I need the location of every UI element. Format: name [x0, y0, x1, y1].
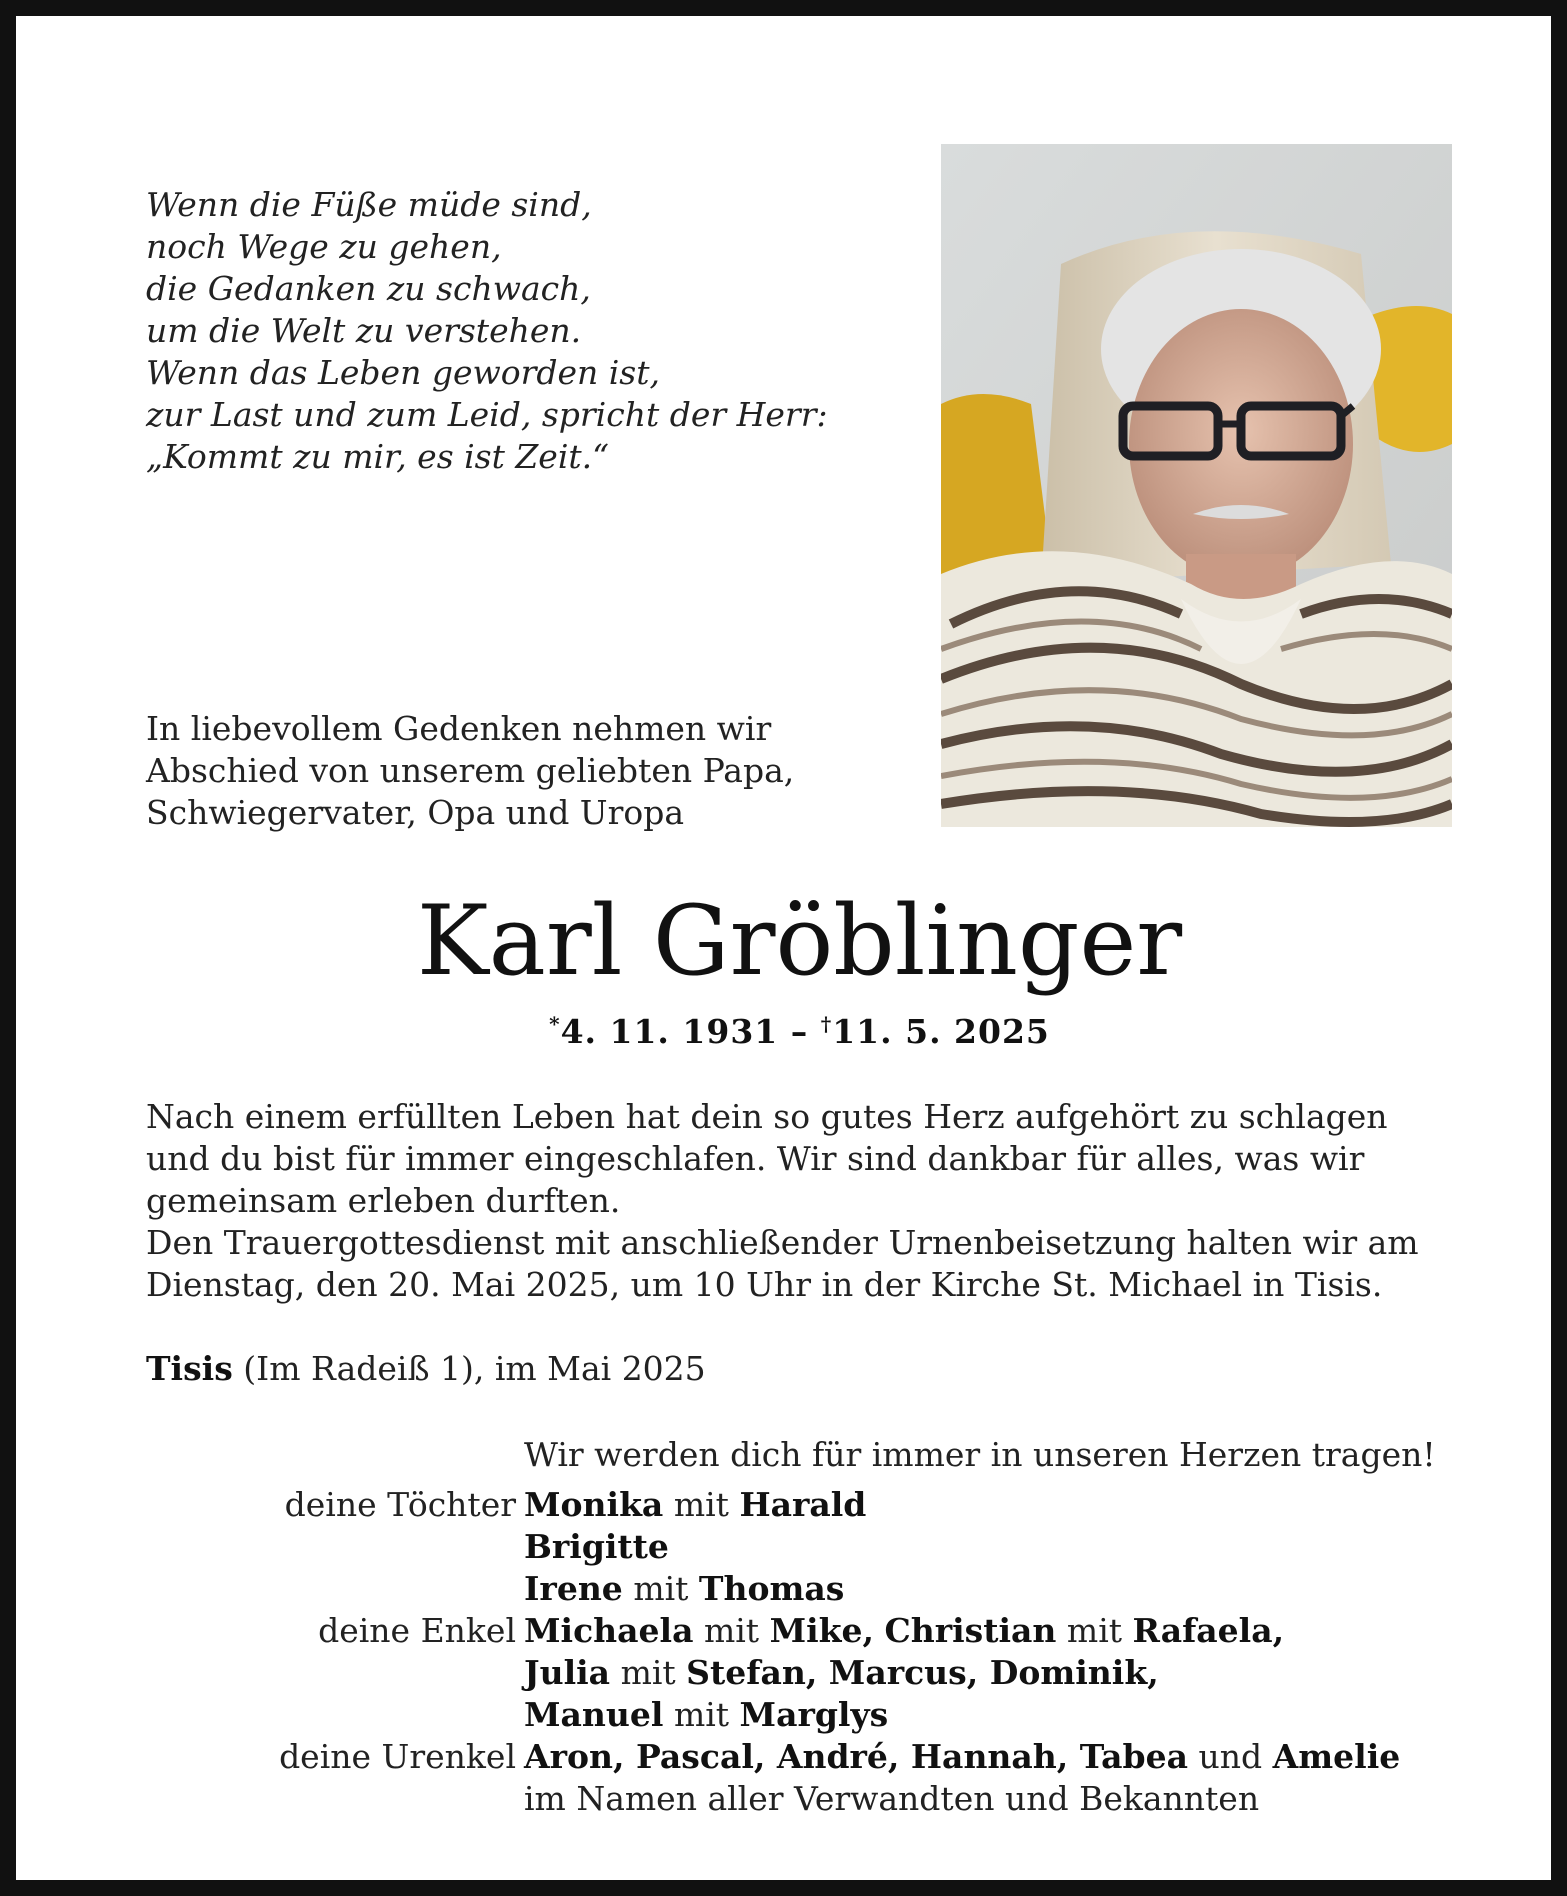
place-town: Tisis: [146, 1349, 233, 1388]
family-name: Thomas: [698, 1569, 845, 1608]
date-separator: –: [778, 1012, 821, 1051]
family-row: [146, 1610, 1456, 1652]
and-word: und: [1198, 1737, 1263, 1776]
family-footer: im Namen aller Verwandten und Bekannten: [524, 1779, 1260, 1818]
family-name: Harald: [739, 1485, 867, 1524]
with-word: mit: [703, 1611, 760, 1650]
with-word: mit: [620, 1653, 676, 1692]
family-row: [146, 1652, 1456, 1694]
poem-line: zur Last und zum Leid, spricht der Herr:: [146, 395, 828, 434]
family-name: Monika: [524, 1485, 664, 1524]
body-line: Den Trauergottesdienst mit anschließender Urnenbeisetzung halten wir am: [146, 1223, 1419, 1262]
family-name: Amelie: [1272, 1737, 1401, 1776]
life-dates: [16, 1012, 1567, 1051]
body-line: Nach einem erfüllten Leben hat dein so gutes Herz aufgehört zu schlagen: [146, 1097, 1388, 1136]
intro-line: Abschied von unserem geliebten Papa,: [146, 751, 795, 790]
poem-line: noch Wege zu gehen,: [146, 227, 502, 266]
family-name: Rafaela,: [1132, 1611, 1285, 1650]
family-row: [146, 1694, 1456, 1736]
family-name: Stefan, Marcus, Dominik,: [686, 1653, 1159, 1692]
with-word: mit: [1066, 1611, 1123, 1650]
closing-line: Wir werden dich für immer in unseren Herzen tragen!: [524, 1435, 1436, 1474]
daughters-label: deine Töchter: [284, 1485, 516, 1524]
body-line: und du bist für immer eingeschlafen. Wir sind dankbar für alles, was wir: [146, 1139, 1365, 1178]
poem-line: Wenn das Leben geworden ist,: [146, 353, 660, 392]
grandchildren-label: deine Enkel: [318, 1611, 516, 1650]
body-text: [146, 1096, 1456, 1306]
place-date: [146, 1348, 706, 1390]
body-line: Dienstag, den 20. Mai 2025, um 10 Uhr in der Kirche St. Michael in Tisis.: [146, 1265, 1383, 1304]
poem-line: „Kommt zu mir, es ist Zeit.“: [146, 437, 609, 476]
family-name: Irene: [524, 1569, 623, 1608]
death-symbol: †: [820, 1012, 833, 1036]
poem-line: Wenn die Füße müde sind,: [146, 185, 592, 224]
family-row: [146, 1736, 1456, 1778]
birth-date: 4. 11. 1931: [560, 1012, 779, 1051]
intro-text: [146, 708, 836, 834]
poem-line: die Gedanken zu schwach,: [146, 269, 591, 308]
family-row: [146, 1778, 1456, 1820]
family-name: Julia: [524, 1653, 611, 1692]
family-list: [146, 1484, 1456, 1820]
poem-line: um die Welt zu verstehen.: [146, 311, 582, 350]
with-word: mit: [633, 1569, 689, 1608]
with-word: mit: [673, 1695, 730, 1734]
family-name: Mike,: [769, 1611, 874, 1650]
family-name: Michaela: [524, 1611, 694, 1650]
death-date: 11. 5. 2025: [832, 1012, 1050, 1051]
intro-line: Schwiegervater, Opa und Uropa: [146, 793, 685, 832]
portrait-photo: [941, 144, 1452, 827]
family-row: [146, 1484, 1456, 1526]
family-row: [146, 1526, 1456, 1568]
birth-symbol: *: [549, 1012, 561, 1036]
family-name: Christian: [884, 1611, 1057, 1650]
intro-line: In liebevollem Gedenken nehmen wir: [146, 709, 772, 748]
family-name: Manuel: [524, 1695, 664, 1734]
family-name: Marglys: [739, 1695, 889, 1734]
deceased-name: Karl Gröblinger: [416, 885, 1183, 997]
family-name: Aron, Pascal, André, Hannah, Tabea: [524, 1737, 1189, 1776]
family-row: [146, 1568, 1456, 1610]
poem: [146, 184, 828, 478]
great-grandchildren-label: deine Urenkel: [279, 1737, 516, 1776]
body-line: gemeinsam erleben durften.: [146, 1181, 621, 1220]
with-word: mit: [673, 1485, 729, 1524]
family-name: Brigitte: [524, 1527, 669, 1566]
place-detail: (Im Radeiß 1), im Mai 2025: [232, 1349, 706, 1388]
